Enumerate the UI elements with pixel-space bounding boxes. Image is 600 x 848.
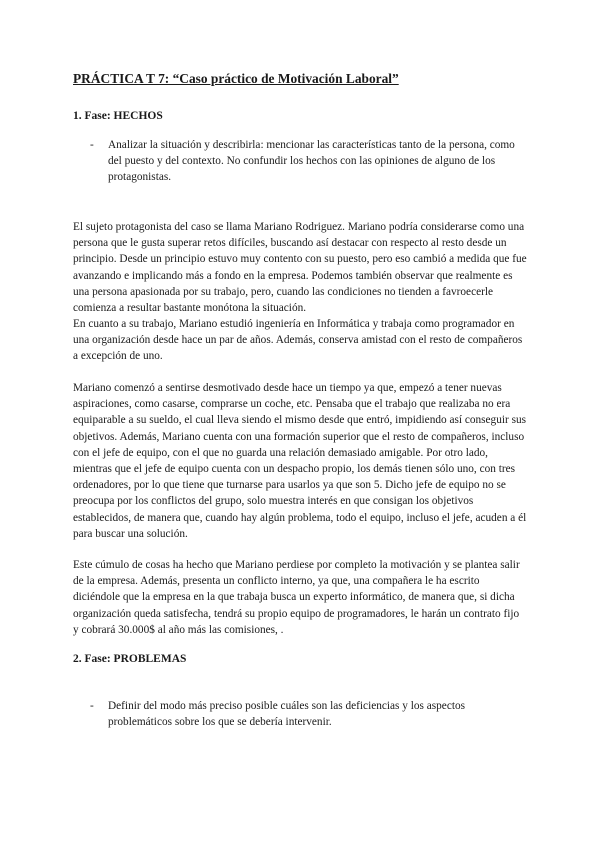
section-heading-hechos: 1. Fase: HECHOS xyxy=(73,110,163,122)
bullet-marker: - xyxy=(90,139,94,151)
paragraph-1: El sujeto protagonista del caso se llama Mariano Rodriguez. Mariano podría considerarse como una persona que le gusta superar retos difíciles, buscando así destacar con respecto al resto desde un principio. Desde un principio estuvo muy contento con su puesto, pero eso cambió a medida que fue avanzando e implicando más a fondo en la empresa. Podemos también observar que realmente es una persona apasionada por su trabajo, pero, cuando las condiciones no tienden a favroecerle comienza a resultar bastante monótona la situación. xyxy=(73,221,527,315)
bullet-text: Analizar la situación y describirla: mencionar las características tanto de la persona, como del puesto y del contexto. No confundir los hechos con las opiniones de alguno de los protagonistas. xyxy=(108,139,515,184)
bullet-marker: - xyxy=(90,700,94,712)
bullet-item-problemas xyxy=(90,698,530,730)
section-heading-problemas: 2. Fase: PROBLEMAS xyxy=(73,653,187,665)
document-title: PRÁCTICA T 7: “Caso práctico de Motivación Laboral” xyxy=(73,71,399,86)
paragraph-4: Este cúmulo de cosas ha hecho que Mariano perdiese por completo la motivación y se plantea salir de la empresa. Además, presenta un conflicto interno, ya que, una compañera le ha escrito diciéndole que la empresa en la que trabaja busca un experto informático, de manera que, si dicha organización queda satisfecha, tendrá su propio equipo de programadores, le harán un contrato fijo y cobrará 30.000$ al año más las comisiones, . xyxy=(73,559,520,636)
paragraph-2: En cuanto a su trabajo, Mariano estudió ingeniería en Informática y trabaja como programador en una organización desde hace un par de años. Además, conserva amistad con el resto de compañeros a excepción de uno. xyxy=(73,318,523,363)
paragraph-3: Mariano comenzó a sentirse desmotivado desde hace un tiempo ya que, empezó a tener nuevas aspiraciones, como casarse, comprarse un coche, etc. Pensaba que el trabajo que realizaba no era equiparable a su sueldo, el cual lleva siendo el mismo desde que entró, impidiendo así conseguir sus objetivos. Además, Mariano cuenta con una formación superior que el resto de compañeros, incluso con el jefe de equipo, con el que no guarda una relación demasiado amigable. Por otro lado, mientras que el jefe de equipo cuenta con un despacho propio, los demás tienen sólo uno, con tres ordenadores, por lo que tiene que turnarse para usarlos ya que son 5. Dicho jefe de equipo no se preocupa por los conflictos del grupo, solo muestra interés en que consigan los objetivos establecidos, de manera que, cuando hay algún problema, todo el equipo, incluso el jefe, acuden a él para buscar una solución. xyxy=(73,382,527,540)
bullet-item-hechos xyxy=(90,137,530,186)
bullet-text: Definir del modo más preciso posible cuáles son las deficiencias y los aspectos problemáticos sobre los que se debería intervenir. xyxy=(108,700,466,729)
